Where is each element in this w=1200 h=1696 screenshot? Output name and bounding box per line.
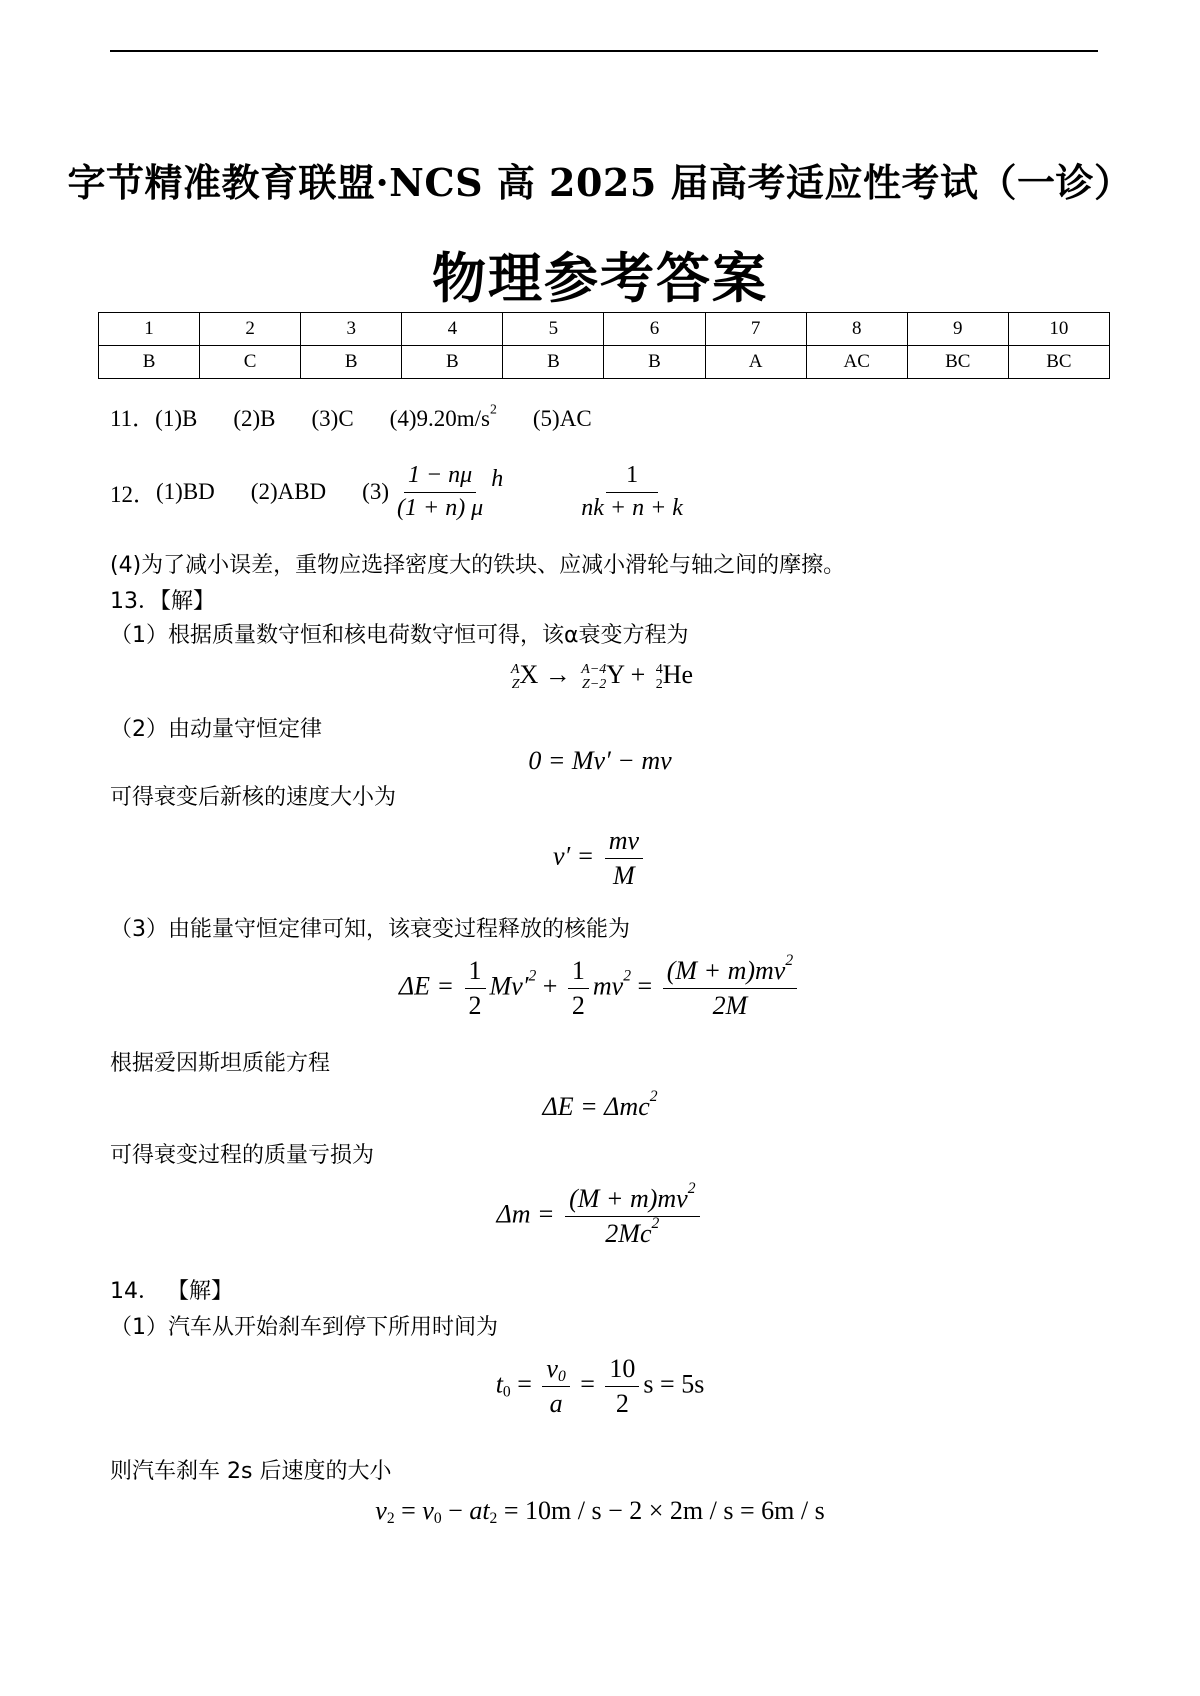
answer-cell: BC <box>907 346 1008 379</box>
mass-numerator-exponent: 2 <box>687 1179 696 1197</box>
answer-cell: A <box>705 346 806 379</box>
mass-denominator-text: 2Mc <box>605 1218 652 1248</box>
time-equals-2: = <box>580 1369 595 1399</box>
mass-lhs: Δm = <box>496 1199 555 1229</box>
v0-symbol: v <box>422 1496 434 1525</box>
einstein-text: ΔE = Δmc <box>542 1092 650 1121</box>
q12-part3: (3) <box>362 479 389 505</box>
decay-he-mass: 4 <box>655 661 663 677</box>
time-fraction-1-numerator <box>542 1354 569 1387</box>
velocity-lhs: v′ = <box>552 841 595 871</box>
answer-cell: B <box>503 346 604 379</box>
question-number: 9 <box>907 313 1008 346</box>
answer-cell: B <box>99 346 200 379</box>
q14-paragraph-1: （1）汽车从开始刹车到停下所用时间为 <box>110 1315 498 1340</box>
energy-term-1-exponent: 2 <box>528 967 537 985</box>
decay-plus: + <box>630 660 646 689</box>
q12-line <box>110 462 691 522</box>
v2-result: = 10m / s − 2 × 2m / s = 6m / s <box>497 1496 825 1525</box>
q14-time-equation <box>0 1354 1200 1419</box>
energy-numerator <box>663 951 797 989</box>
q14-paragraph-2: 则汽车刹车 2s 后速度的大小 <box>110 1459 392 1484</box>
mass-denominator <box>601 1214 663 1249</box>
answer-table <box>98 312 1110 379</box>
q13-mass-defect-equation <box>0 1179 1200 1249</box>
energy-lhs: ΔE = <box>398 971 455 1001</box>
decay-he: He <box>662 660 694 689</box>
half-numerator: 1 <box>465 956 486 989</box>
question-number: 10 <box>1008 313 1109 346</box>
q13-paragraph-1: （1）根据质量数守恒和核电荷数守恒可得，该α衰变方程为 <box>110 623 689 648</box>
q13-paragraph-5: 根据爱因斯坦质能方程 <box>110 1051 331 1076</box>
q12-fraction-1-numerator: 1 − nμ <box>404 462 476 493</box>
answer-table-number-row <box>99 313 1110 346</box>
energy-equals: = <box>637 971 653 1001</box>
q14-label: 14． 【解】 <box>110 1279 233 1304</box>
q12-fraction-1 <box>393 462 487 522</box>
time-fraction-2-numerator: 10 <box>605 1354 639 1387</box>
q13-momentum-equation: 0 = Mv′ − mv <box>528 746 672 775</box>
time-v-subscript: 0 <box>557 1367 566 1385</box>
energy-numerator-exponent: 2 <box>785 951 794 969</box>
energy-term-1: Mv′ <box>489 971 529 1001</box>
answer-cell: B <box>604 346 705 379</box>
answer-cell: BC <box>1008 346 1109 379</box>
time-lhs: t <box>495 1369 503 1399</box>
question-number: 7 <box>705 313 806 346</box>
q12-fraction-1-denominator: (1 + n) μ <box>397 494 484 521</box>
q14-velocity-equation <box>0 1496 1200 1526</box>
energy-term-2-exponent: 2 <box>623 967 632 985</box>
question-number: 2 <box>200 313 301 346</box>
time-fraction-1 <box>542 1354 569 1419</box>
time-equals-1: = <box>517 1369 532 1399</box>
q12-fraction-2-numerator: 1 <box>606 462 658 493</box>
q12-fraction-2-denominator: nk + n + k <box>581 494 683 521</box>
velocity-numerator: mv <box>605 826 643 859</box>
answer-cell: C <box>200 346 301 379</box>
answer-cell: B <box>402 346 503 379</box>
v2-equals: = <box>394 1496 423 1525</box>
energy-half-1 <box>465 956 486 1021</box>
question-number: 5 <box>503 313 604 346</box>
decay-y-charge: Z−2 <box>582 677 607 693</box>
at-subscript: 2 <box>489 1509 498 1527</box>
decay-x-mass: A <box>510 661 520 677</box>
at-term: at <box>469 1496 490 1525</box>
time-fraction-2-denominator: 2 <box>615 1388 629 1418</box>
answer-cell: B <box>301 346 402 379</box>
q13-paragraph-6: 可得衰变过程的质量亏损为 <box>110 1143 375 1168</box>
decay-x: X <box>519 660 539 689</box>
top-rule <box>110 50 1098 52</box>
v2-subscript: 2 <box>386 1509 395 1527</box>
mass-fraction <box>565 1179 699 1249</box>
q13-einstein-equation <box>0 1087 1200 1122</box>
q12-fraction-2 <box>577 462 687 522</box>
q11-line <box>110 400 592 433</box>
time-subscript: 0 <box>502 1383 511 1401</box>
mass-numerator-text: (M + m)mv <box>569 1184 688 1213</box>
q12-part1: (1)BD <box>156 479 215 505</box>
time-result: s = 5s <box>643 1369 705 1399</box>
answer-table-answer-row <box>99 346 1110 379</box>
q13-energy-equation <box>0 951 1200 1021</box>
mass-numerator <box>565 1179 699 1217</box>
q12-fraction-1-tail: h <box>491 465 504 492</box>
velocity-denominator: M <box>613 860 635 890</box>
answer-cell: AC <box>806 346 907 379</box>
decay-arrow: → <box>544 660 571 689</box>
v2-symbol: v <box>375 1496 387 1525</box>
v0-subscript: 0 <box>433 1509 442 1527</box>
question-number: 3 <box>301 313 402 346</box>
q13-decay-equation <box>0 660 1200 692</box>
energy-denominator: 2M <box>712 990 748 1020</box>
q13-label: 13．【解】 <box>110 589 215 614</box>
decay-x-charge: Z <box>511 677 520 693</box>
q13-paragraph-2: （2）由动量守恒定律 <box>110 717 322 742</box>
page-subtitle: 物理参考答案 <box>432 247 768 310</box>
time-fraction-2 <box>605 1354 639 1419</box>
half-numerator: 1 <box>568 956 589 989</box>
half-denominator: 2 <box>468 990 482 1020</box>
time-fraction-1-denominator: a <box>549 1388 563 1418</box>
q11-part1: (1)B <box>155 406 198 431</box>
q11-part4-exponent: 2 <box>489 401 497 417</box>
decay-y: Y <box>606 660 625 689</box>
mass-denominator-exponent: 2 <box>651 1214 660 1232</box>
decay-y-scripts <box>581 662 606 693</box>
q12-part2: (2)ABD <box>250 479 327 505</box>
v2-minus: − <box>441 1496 470 1525</box>
q12-label: 12． <box>110 481 156 507</box>
energy-plus: + <box>542 971 558 1001</box>
energy-term-2: mv <box>592 971 624 1001</box>
question-number: 4 <box>402 313 503 346</box>
half-denominator: 2 <box>571 990 585 1020</box>
q11-part5: (5)AC <box>532 406 592 431</box>
decay-y-mass: A−4 <box>581 661 607 677</box>
question-number: 1 <box>99 313 200 346</box>
q13-paragraph-4: （3）由能量守恒定律可知，该衰变过程释放的核能为 <box>110 917 630 942</box>
q11-part4: (4)9.20m/s <box>389 406 490 431</box>
q11-part3: (3)C <box>311 406 354 431</box>
q11-part2: (2)B <box>233 406 276 431</box>
energy-half-2 <box>568 956 589 1021</box>
time-v: v <box>546 1354 558 1383</box>
question-number: 8 <box>806 313 907 346</box>
page-title: 字节精准教育联盟·NCS 高 2025 届高考适应性考试（一诊） <box>67 160 1133 205</box>
decay-he-charge: 2 <box>655 677 663 693</box>
q13-velocity-equation <box>0 826 1200 891</box>
q13-paragraph-3: 可得衰变后新核的速度大小为 <box>110 785 397 810</box>
q12-part4: (4)为了减小误差，重物应选择密度大的铁块、应减小滑轮与轴之间的摩擦。 <box>110 553 846 578</box>
velocity-fraction <box>605 826 643 891</box>
question-number: 6 <box>604 313 705 346</box>
energy-numerator-text: (M + m)mv <box>666 956 786 985</box>
energy-fraction <box>663 951 797 1021</box>
q11-label: 11． <box>110 406 156 431</box>
einstein-exponent: 2 <box>649 1087 658 1105</box>
decay-he-scripts <box>656 662 663 693</box>
